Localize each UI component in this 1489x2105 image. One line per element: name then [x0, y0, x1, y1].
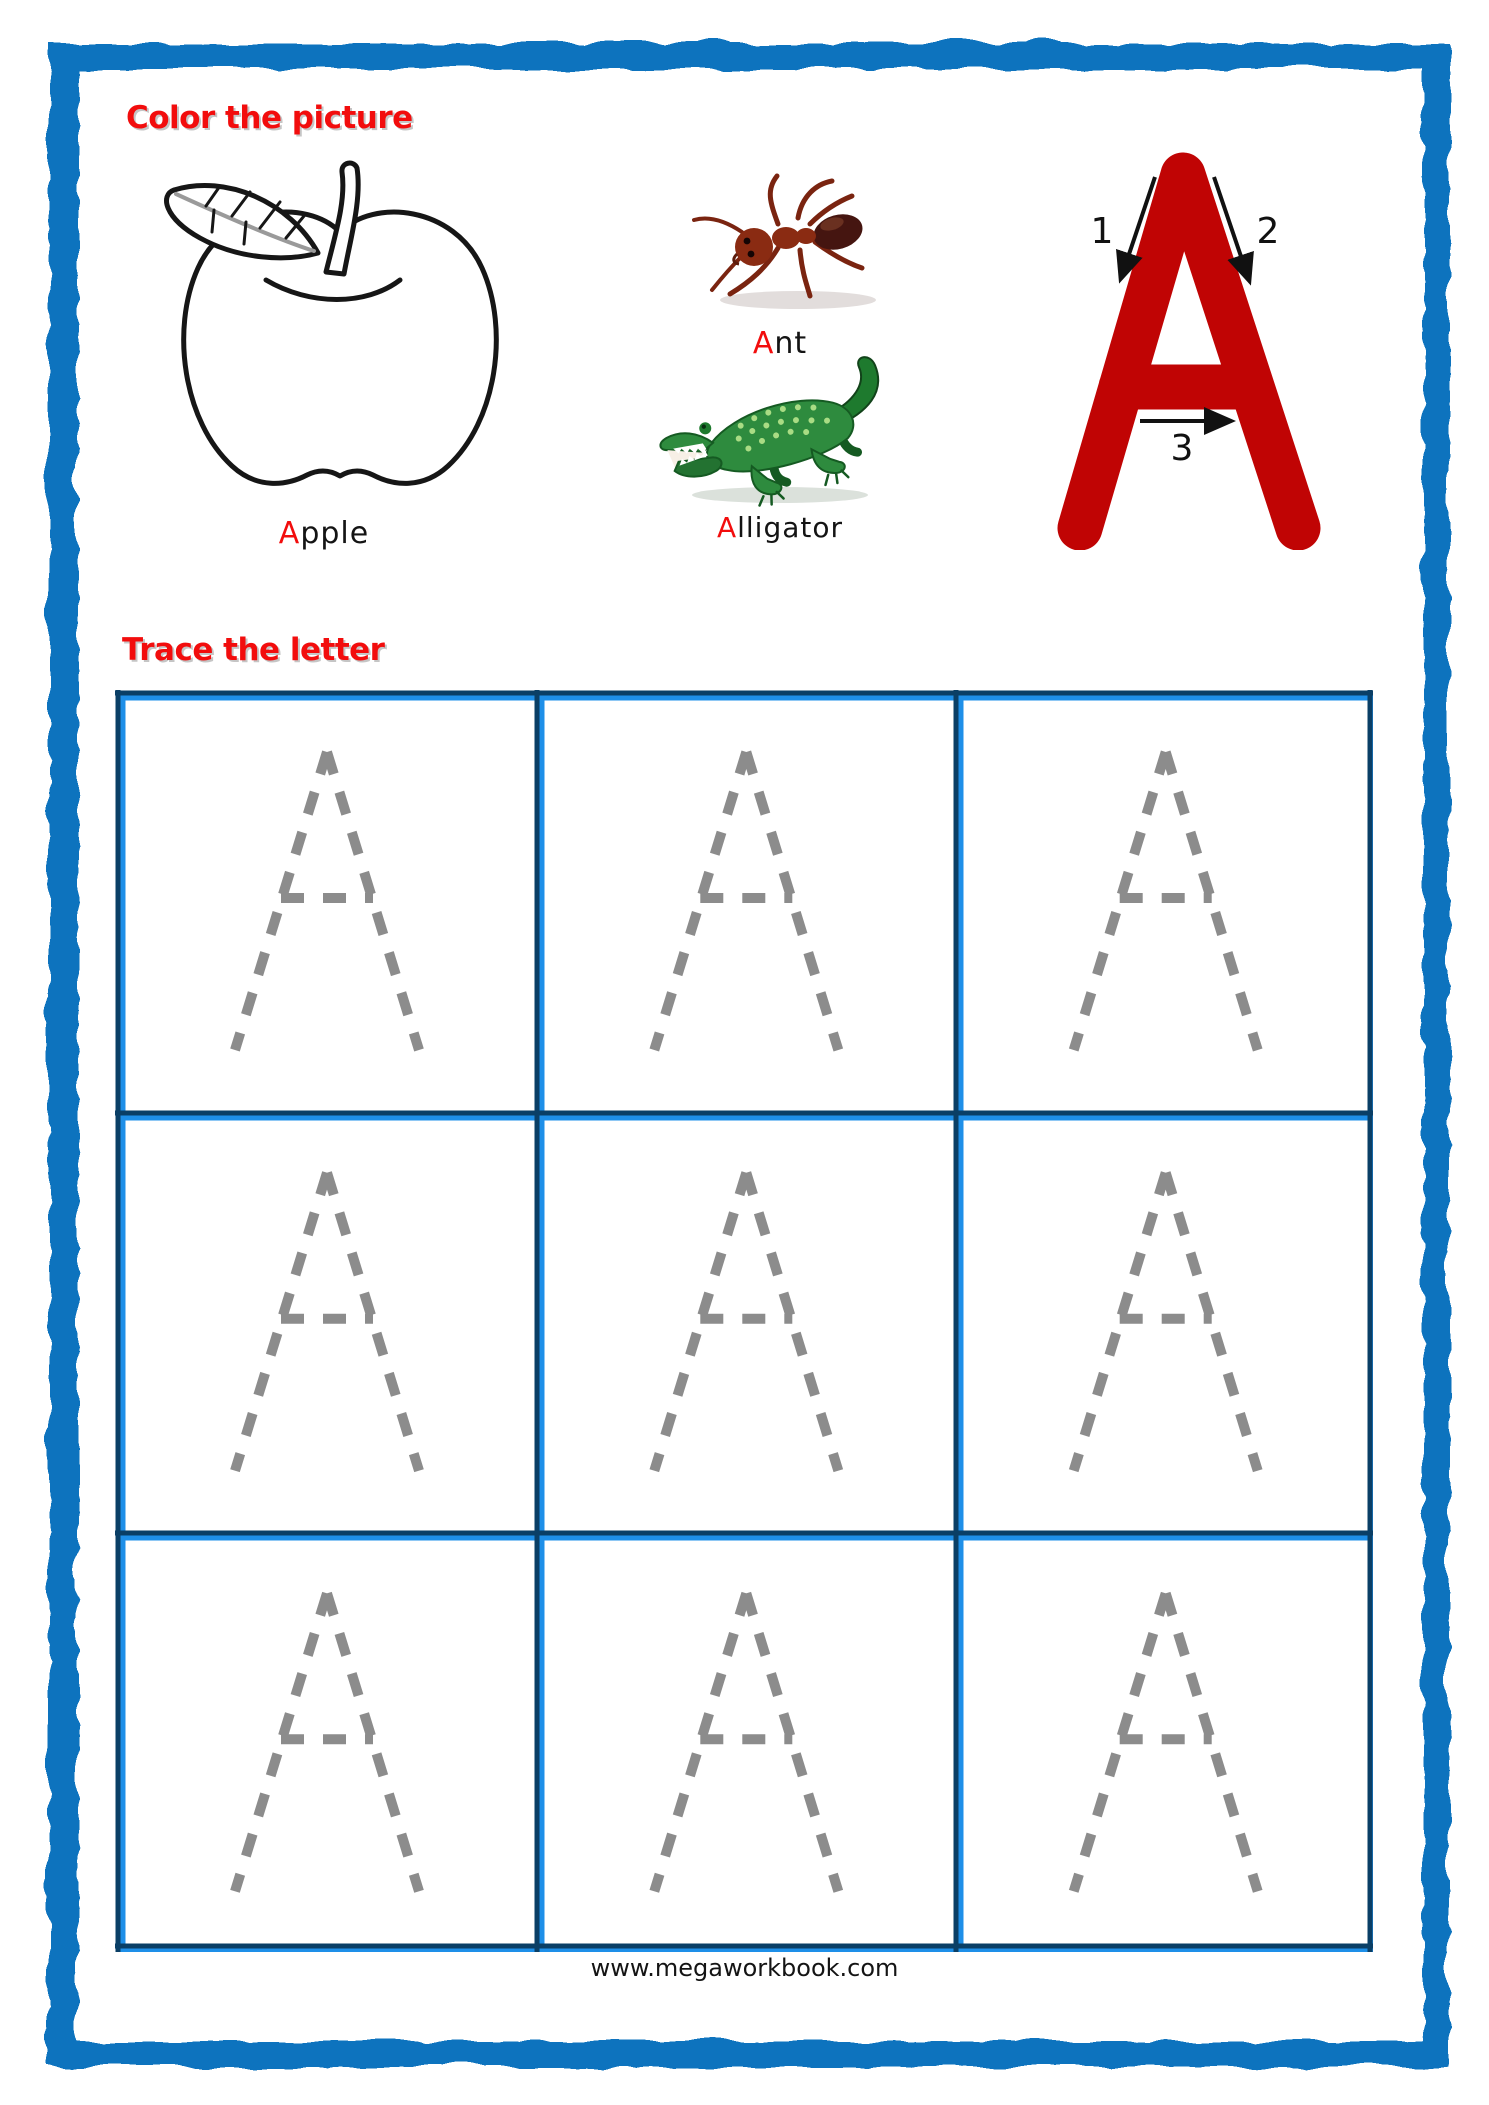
trace-cell-9	[1074, 1593, 1258, 1891]
trace-letter-heading: Trace the letter	[122, 632, 385, 668]
apple-label-rest: pple	[300, 516, 370, 551]
alligator-body-group	[651, 355, 902, 507]
trace-cell-3	[1074, 752, 1258, 1050]
ant-illustration-icon	[650, 150, 910, 322]
trace-cell-5	[654, 1173, 838, 1471]
apple-label-first-letter: A	[278, 516, 301, 551]
trace-cell-2	[654, 752, 838, 1050]
stroke-number-3: 3	[1170, 428, 1194, 469]
alligator-illustration-icon	[650, 355, 910, 507]
stroke-number-2: 2	[1256, 211, 1280, 252]
trace-cell-6	[1074, 1173, 1258, 1471]
ant-head	[735, 228, 773, 266]
footer-url[interactable]: www.megaworkbook.com	[590, 1954, 899, 1982]
trace-cell-4	[235, 1173, 419, 1471]
ant-eye-1	[744, 238, 751, 245]
alligator-eye	[698, 421, 713, 436]
trace-cell-7	[235, 1593, 419, 1891]
apple-label	[279, 516, 369, 551]
letter-stroke-guide	[1030, 130, 1360, 550]
ant-label-first-letter: A	[752, 326, 775, 361]
trace-grid-svg	[115, 690, 1373, 1952]
alligator-label	[717, 511, 843, 544]
alligator-label-rest: lligator	[737, 511, 844, 544]
alligator-label-first-letter: A	[716, 511, 738, 544]
trace-cell-8	[654, 1593, 838, 1891]
red-letter-a-icon	[1030, 130, 1360, 550]
apple-figure	[114, 140, 534, 551]
apple-line-art-icon	[114, 140, 534, 512]
ant-label-rest: nt	[774, 326, 808, 361]
ant-eye-2	[748, 251, 755, 258]
trace-grid	[115, 690, 1373, 1952]
trace-letters	[235, 752, 1258, 1891]
ant-figure	[650, 150, 910, 361]
trace-cell-1	[235, 752, 419, 1050]
footer	[0, 1954, 1489, 1982]
alligator-figure	[650, 355, 910, 544]
color-picture-heading: Color the picture	[126, 100, 413, 136]
stroke-number-1: 1	[1090, 211, 1114, 252]
ant-shadow	[720, 291, 876, 309]
ant-thorax	[772, 227, 800, 249]
